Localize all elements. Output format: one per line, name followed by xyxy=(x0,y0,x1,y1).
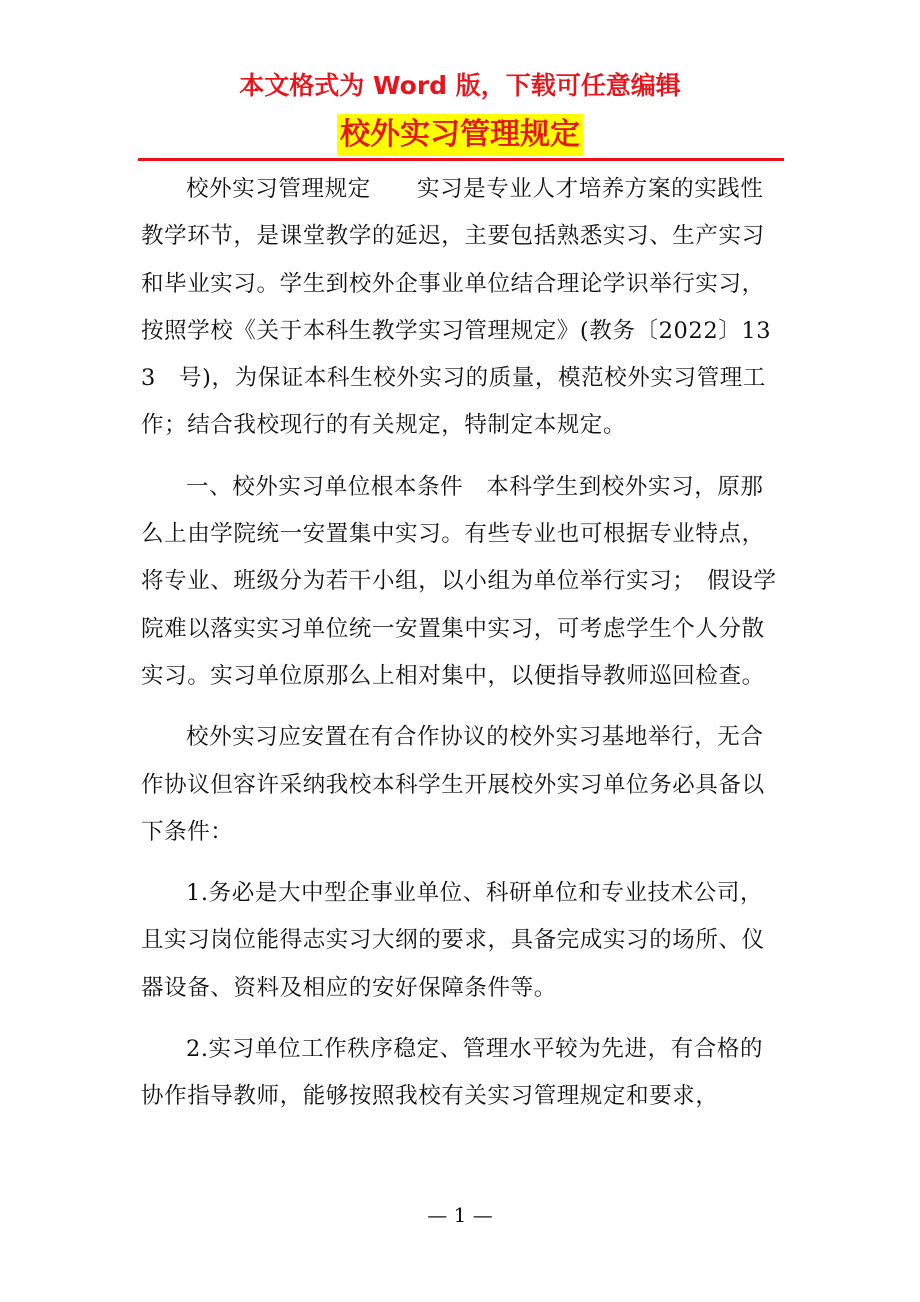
download-banner: 本文格式为 Word 版，下载可任意编辑 xyxy=(239,71,681,100)
paragraph-item-1: 1.务必是大中型企事业单位、科研单位和专业技术公司，且实习岗位能得志实习大纲的要求，具备完成实习的场所、仪器设备、资料及相应的安好保障条件等。 xyxy=(141,880,765,1001)
title-divider xyxy=(138,158,784,161)
paragraph-section-one: 一、校外实习单位根本条件 本科学生到校外实习，原那么上由学院统一安置集中实习。有些专业也可根据专业特点，将专业、班级分为若干小组，以小组为单位举行实习； 假设学院难以落实实习单位统一安置集中实习，可考虑学生个人分散实习。实习单位原那么上相对集中，以便指导教师巡回检查。 xyxy=(141,473,777,689)
document-body xyxy=(141,166,785,1121)
paragraph-intro: 校外实习管理规定 实习是专业人才培养方案的实践性教学环节，是课堂教学的延迟，主要包括熟悉实习、生产实习和毕业实习。学生到校外企事业单位结合理论学识举行实习，按照学校《关于本科生教学实习管理规定》(教务〔2022〕133 号)，为保证本科生校外实习的质量，模范校外实习管理工作；结合我校现行的有关规定，特制定本规定。 xyxy=(141,176,772,439)
page-number: — 1 — xyxy=(427,1203,493,1227)
document-title: 校外实习管理规定 xyxy=(337,114,583,156)
paragraph-conditions: 校外实习应安置在有合作协议的校外实习基地举行，无合作协议但容许采纳我校本科学生开展校外实习单位务必具备以下条件： xyxy=(141,724,765,845)
title-block xyxy=(0,114,920,156)
paragraph-item-2: 2.实习单位工作秩序稳定、管理水平较为先进，有合格的协作指导教师，能够按照我校有关实习管理规定和要求， xyxy=(141,1036,764,1110)
